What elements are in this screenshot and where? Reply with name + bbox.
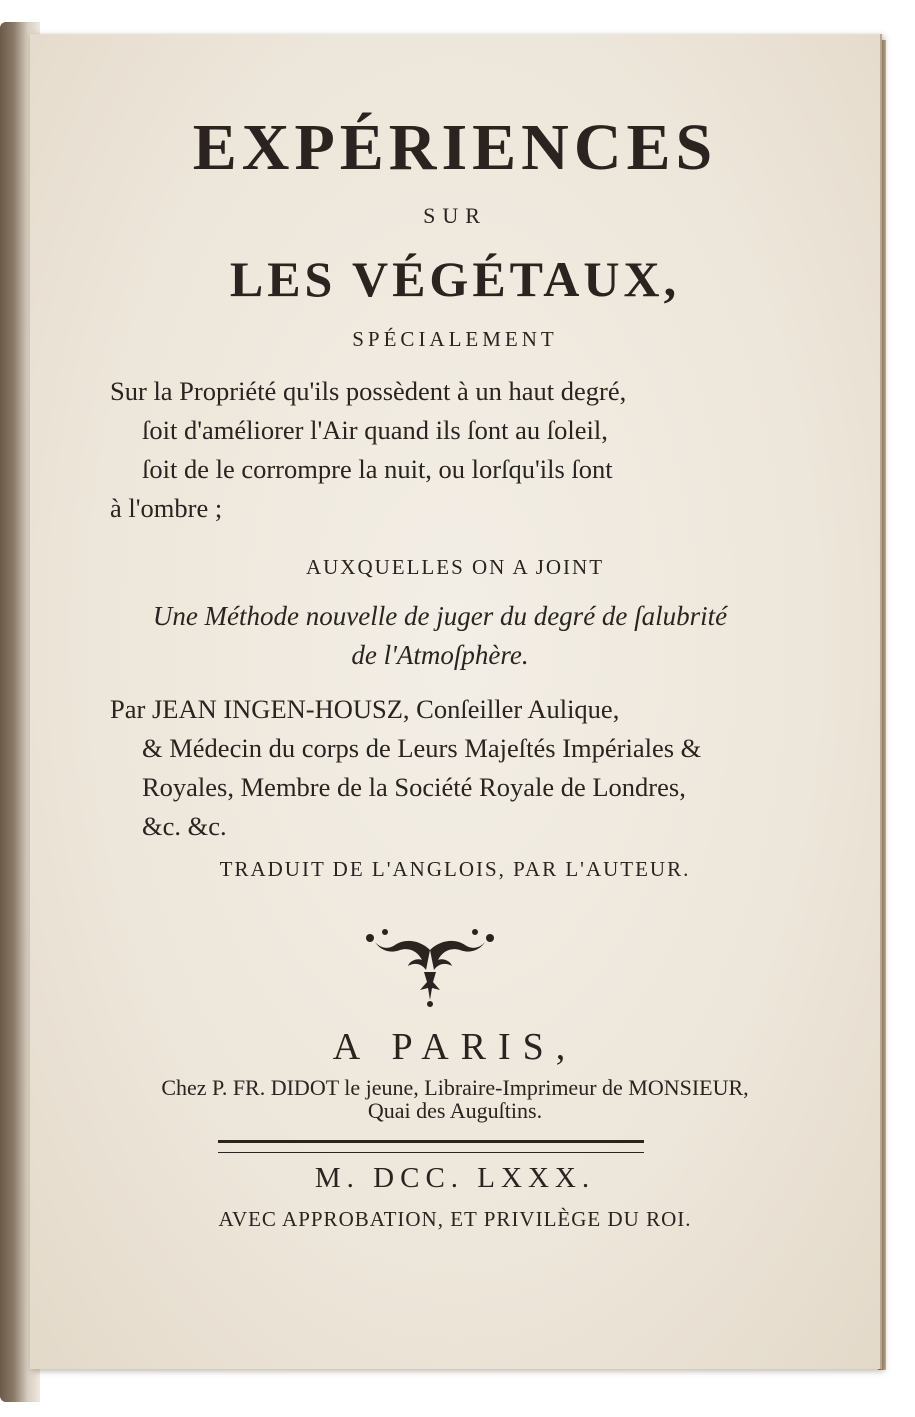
author-paragraph [110,690,770,846]
methode-line: Une Méthode nouvelle de juger du degré de ſalubrité [152,601,728,631]
imprint-year: M. DCC. LXXX. [314,1162,596,1194]
description-line: ſoit d'améliorer l'Air quand ils ſont au ſoleil, [142,415,608,445]
title-specialement: SPÉCIALEMENT [352,327,558,351]
book-title: EXPÉRIENCES [192,111,718,184]
imprint-place: A PARIS, [332,1026,578,1068]
author-line: &c. &c. [142,811,227,841]
auxquelles-heading: AUXQUELLES ON A JOINT [305,555,605,579]
author-line: Par JEAN INGEN-HOUSZ, Conſeiller Aulique, [110,694,620,724]
description-line: ſoit de le corrompre la nuit, ou lorſqu'ils ſont [142,454,613,484]
printers-ornament [360,920,500,1010]
privilege-statement: AVEC APPROBATION, ET PRIVILÈGE DU ROI. [218,1207,692,1231]
publisher-line: Chez P. FR. DIDOT le jeune, Libraire-Imprimeur de MONSIEUR, [161,1075,749,1100]
description-paragraph [110,372,770,528]
author-line: & Médecin du corps de Leurs Majeſtés Impériales & [142,733,702,763]
description-line: Sur la Propriété qu'ils possèdent à un haut degré, [110,376,627,406]
author-line: Royales, Membre de la Société Royale de Londres, [142,772,686,802]
description-line: à l'ombre ; [110,493,223,523]
methode-line: de l'Atmoſphère. [351,640,529,670]
methode-paragraph [100,597,780,675]
title-sur: SUR [423,203,487,228]
translation-note: TRADUIT DE L'ANGLOIS, PAR L'AUTEUR. [219,857,691,881]
double-rule [218,1140,644,1153]
publisher-address: Quai des Auguſtins. [367,1098,543,1123]
book-subtitle: LES VÉGÉTAUX, [229,251,681,307]
